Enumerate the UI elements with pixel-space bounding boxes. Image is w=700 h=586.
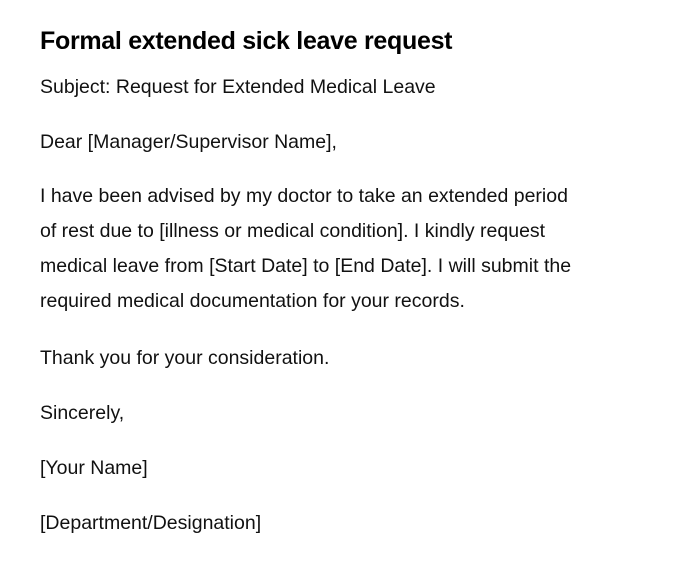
body-line: I have been advised by my doctor to take an extended period [40,185,568,207]
signature-name: [Your Name] [40,457,148,479]
body-line: required medical documentation for your records. [40,290,465,312]
salutation: Dear [Manager/Supervisor Name], [40,131,337,153]
subject-line: Subject: Request for Extended Medical Leave [40,76,436,98]
body-line: of rest due to [illness or medical condition]. I kindly request [40,220,546,242]
thanks-line: Thank you for your consideration. [40,347,330,369]
closing-line: Sincerely, [40,402,125,424]
body-paragraph [40,179,640,319]
body-line: medical leave from [Start Date] to [End Date]. I will submit the [40,255,572,277]
signature-department: [Department/Designation] [40,512,262,534]
document-title: Formal extended sick leave request [40,27,453,55]
